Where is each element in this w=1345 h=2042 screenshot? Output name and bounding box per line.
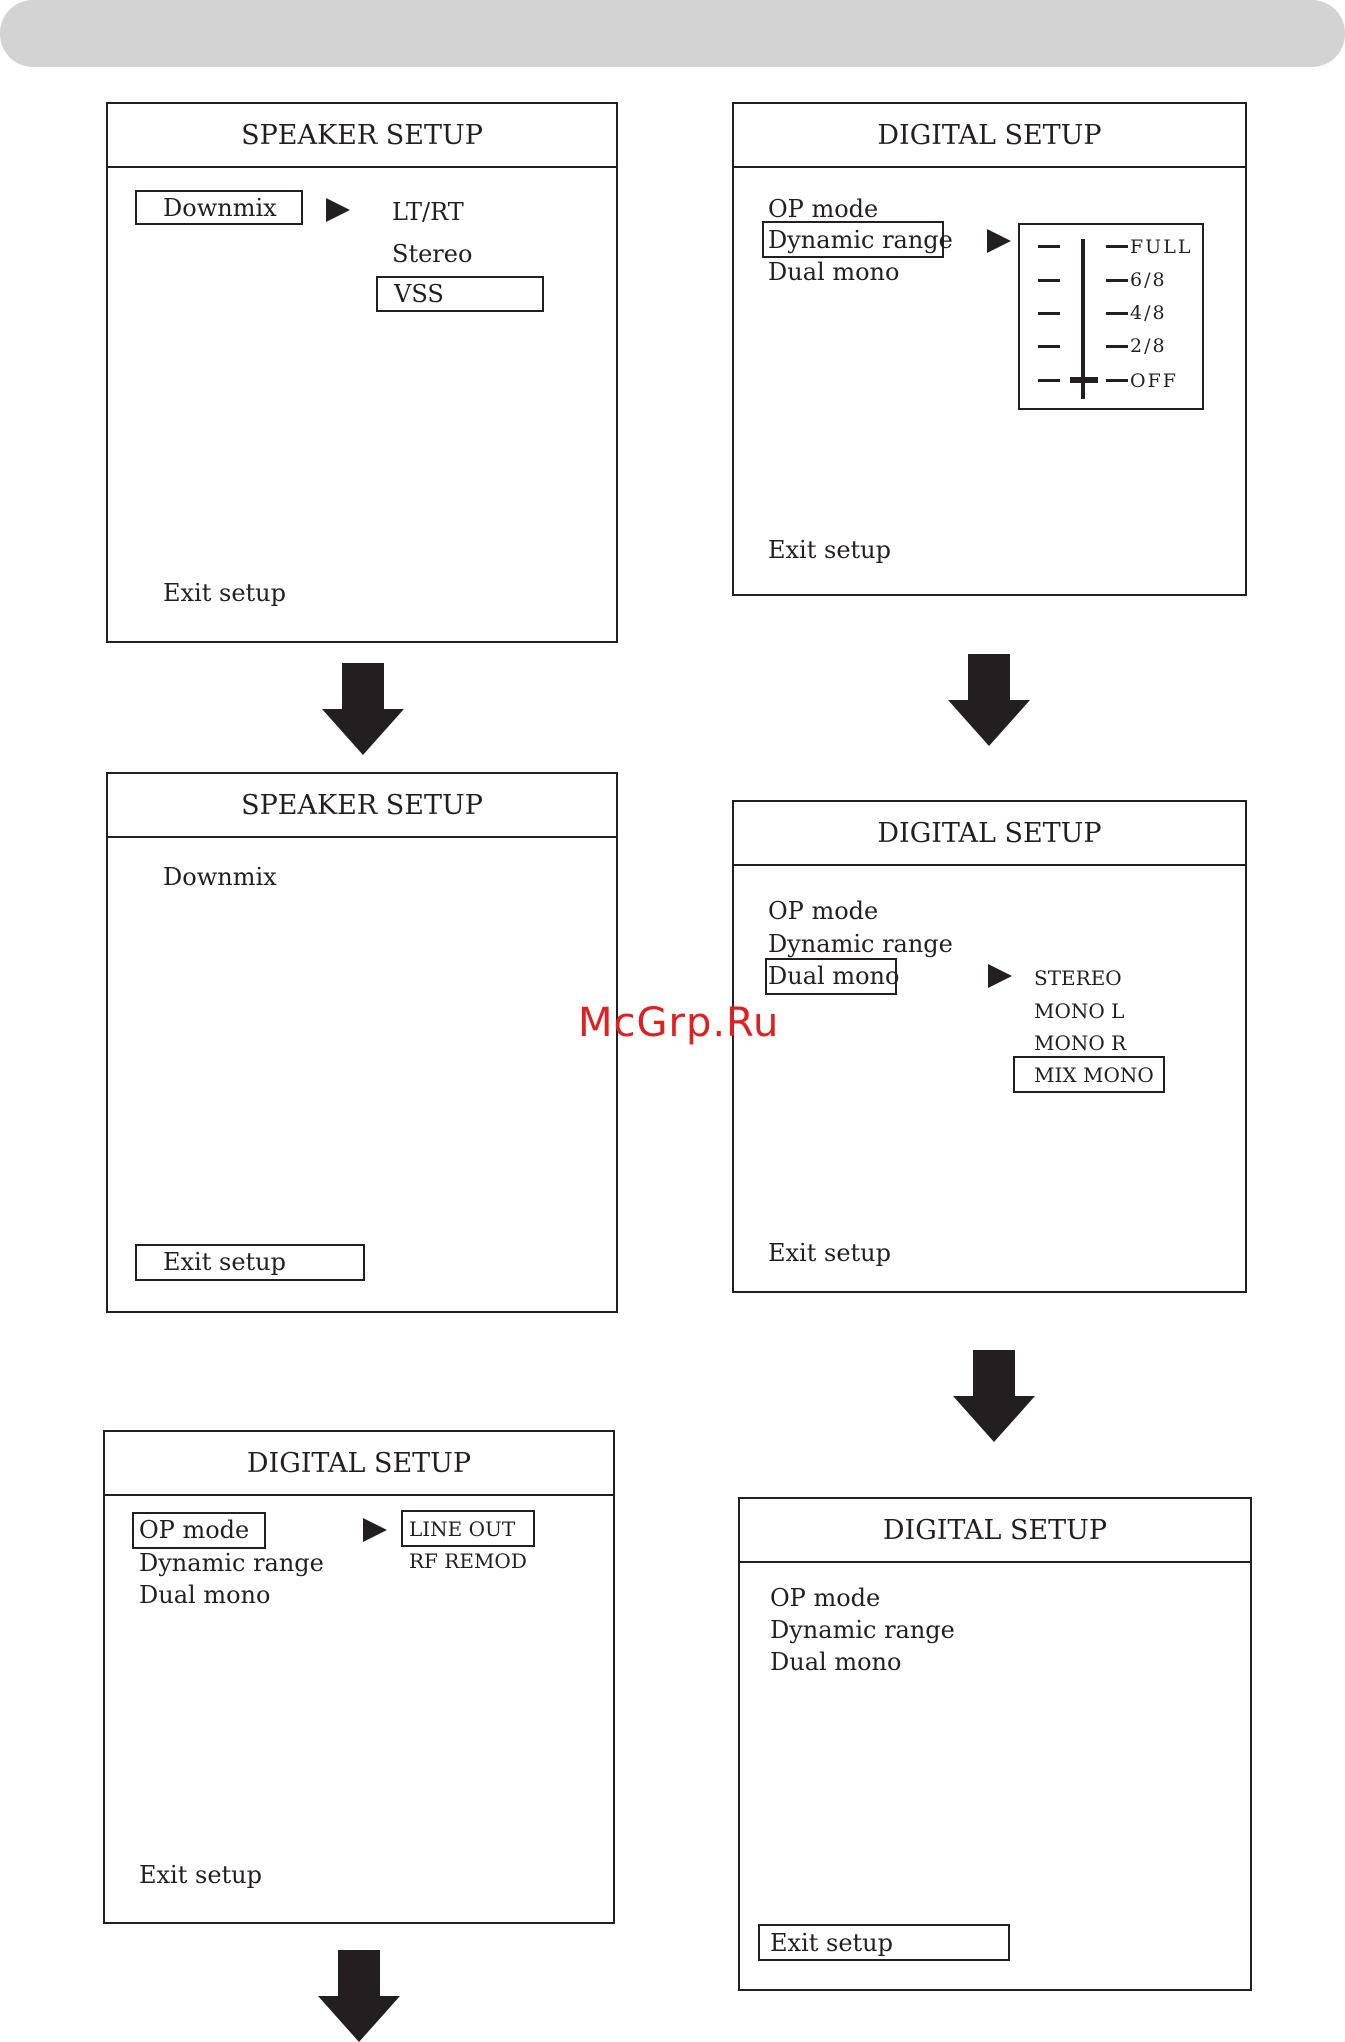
- slider-knob[interactable]: [1070, 377, 1098, 383]
- level-4-8: 4/8: [1130, 302, 1167, 324]
- submenu-arrow-icon: [326, 198, 350, 222]
- menu-item-op-mode[interactable]: OP mode: [768, 897, 879, 925]
- slider-track: [1081, 239, 1085, 399]
- slider-tick: [1106, 245, 1128, 248]
- down-arrow-icon: [322, 663, 404, 755]
- option-vss[interactable]: VSS: [394, 280, 444, 308]
- submenu-arrow-icon: [363, 1518, 387, 1542]
- level-full: FULL: [1130, 236, 1193, 258]
- slider-tick: [1038, 312, 1060, 315]
- menu-item-dual-mono[interactable]: Dual mono: [768, 258, 900, 286]
- option-stereo[interactable]: Stereo: [392, 240, 473, 268]
- menu-item-dynamic-range[interactable]: Dynamic range: [768, 930, 953, 958]
- slider-tick: [1106, 345, 1128, 348]
- exit-setup[interactable]: Exit setup: [139, 1861, 262, 1889]
- submenu-arrow-icon: [988, 964, 1012, 988]
- down-arrow-icon: [948, 654, 1030, 746]
- option-stereo[interactable]: STEREO: [1034, 966, 1122, 990]
- down-arrow-icon: [953, 1350, 1035, 1442]
- level-6-8: 6/8: [1130, 269, 1167, 291]
- exit-setup[interactable]: Exit setup: [768, 536, 891, 564]
- panel-title: SPEAKER SETUP: [108, 774, 616, 838]
- exit-setup[interactable]: Exit setup: [163, 579, 286, 607]
- option-line-out[interactable]: LINE OUT: [409, 1517, 516, 1541]
- slider-tick: [1038, 379, 1060, 382]
- digital-setup-panel-op-mode: [103, 1430, 615, 1924]
- panel-title: DIGITAL SETUP: [740, 1499, 1250, 1563]
- digital-setup-panel-dual-mono: [732, 800, 1247, 1293]
- menu-item-dual-mono[interactable]: Dual mono: [139, 1581, 271, 1609]
- slider-tick: [1038, 279, 1060, 282]
- menu-item-dynamic-range[interactable]: Dynamic range: [139, 1549, 324, 1577]
- down-arrow-icon: [318, 1950, 400, 2042]
- submenu-arrow-icon: [987, 229, 1011, 253]
- panel-title: DIGITAL SETUP: [734, 104, 1245, 168]
- menu-item-dynamic-range[interactable]: Dynamic range: [770, 1616, 955, 1644]
- header-bar: [0, 0, 1345, 67]
- slider-tick: [1038, 245, 1060, 248]
- option-lt-rt[interactable]: LT/RT: [392, 198, 464, 226]
- slider-tick: [1038, 345, 1060, 348]
- watermark: McGrp.Ru: [578, 1000, 780, 1046]
- menu-item-op-mode[interactable]: OP mode: [770, 1584, 881, 1612]
- option-mono-r[interactable]: MONO R: [1034, 1031, 1127, 1055]
- option-mono-l[interactable]: MONO L: [1034, 999, 1125, 1023]
- slider-tick: [1106, 279, 1128, 282]
- menu-item-dual-mono[interactable]: Dual mono: [770, 1648, 902, 1676]
- speaker-setup-panel-1: [106, 102, 618, 643]
- speaker-setup-panel-2: [106, 772, 618, 1313]
- level-2-8: 2/8: [1130, 335, 1167, 357]
- exit-setup[interactable]: Exit setup: [768, 1239, 891, 1267]
- menu-item-dual-mono[interactable]: Dual mono: [768, 962, 900, 990]
- exit-setup[interactable]: Exit setup: [163, 1248, 286, 1276]
- digital-setup-panel-exit: [738, 1497, 1252, 1991]
- menu-item-op-mode[interactable]: OP mode: [768, 195, 879, 223]
- slider-tick: [1106, 379, 1128, 382]
- option-mix-mono[interactable]: MIX MONO: [1034, 1063, 1154, 1087]
- dynamic-range-slider[interactable]: [1018, 223, 1204, 410]
- panel-title: SPEAKER SETUP: [108, 104, 616, 168]
- slider-tick: [1106, 312, 1128, 315]
- menu-item-op-mode[interactable]: OP mode: [139, 1516, 250, 1544]
- menu-item-dynamic-range[interactable]: Dynamic range: [768, 226, 953, 254]
- panel-title: DIGITAL SETUP: [734, 802, 1245, 866]
- menu-item-downmix[interactable]: Downmix: [163, 194, 277, 222]
- option-rf-remod[interactable]: RF REMOD: [409, 1549, 527, 1573]
- level-off: OFF: [1130, 370, 1178, 392]
- panel-title: DIGITAL SETUP: [105, 1432, 613, 1496]
- menu-item-downmix[interactable]: Downmix: [163, 863, 277, 891]
- exit-setup[interactable]: Exit setup: [770, 1929, 893, 1957]
